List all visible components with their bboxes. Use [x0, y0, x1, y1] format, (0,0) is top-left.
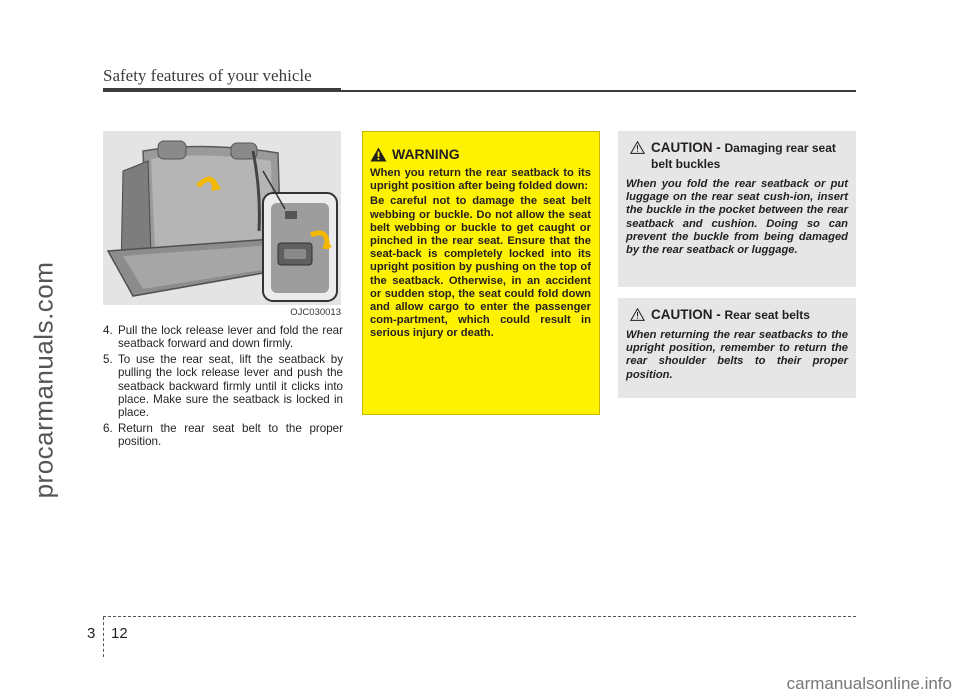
- section-header-title: Safety features of your vehicle: [103, 66, 312, 85]
- caution-label: CAUTION -: [651, 140, 721, 155]
- caution-box-buckles: [618, 131, 856, 287]
- warning-box: [362, 131, 600, 415]
- caution-header: [626, 298, 848, 323]
- step-item: [103, 422, 343, 449]
- caution-label: CAUTION -: [651, 307, 721, 322]
- warning-body: Be careful not to damage the seat belt webbing or buckle. Do not allow the seat belt webbing or buckle to get caught or pinched in the rear seat. Ensure that the seat-back is completely locked into its upright position by pushing on the top of the seatback. Otherwise, in an accident or sudden stop, the seat could fold down and allow cargo to enter the passenger com-partment, which could result in serious injury or death.: [370, 195, 591, 340]
- warning-header: [370, 146, 591, 162]
- step-text: To use the rear seat, lift the seatback by pulling the lock release lever and push the seatback backward firmly until it clicks into place. Make sure the seatback is locked in place.: [118, 352, 343, 420]
- caution-box-rear-belts: [618, 298, 856, 398]
- header-rule-thick: [103, 88, 341, 92]
- caution-title: [651, 307, 810, 323]
- caution-triangle-icon: [630, 308, 645, 321]
- step-text: Pull the lock release lever and fold the rear seatback forward and down firmly.: [118, 324, 343, 351]
- page-chapter-number: 3: [87, 625, 96, 642]
- caution-title: [651, 140, 848, 172]
- instruction-steps: [103, 324, 343, 451]
- rear-seat-illustration: [103, 131, 341, 305]
- page-number: 12: [111, 625, 128, 642]
- watermark-carmanualsonline: carmanualsonline.info: [786, 674, 952, 693]
- step-text: Return the rear seat belt to the proper position.: [118, 421, 343, 449]
- figure-code: OJC030013: [290, 307, 341, 318]
- warning-lead: When you return the rear seatback to its upright position after being folded down:: [370, 167, 591, 193]
- step-number: 4.: [103, 324, 113, 337]
- step-item: [103, 324, 343, 351]
- caution-subtitle: Damaging rear seat belt buckles: [651, 141, 836, 171]
- caution-triangle-icon: [630, 141, 645, 154]
- caution-text: When returning the rear seatbacks to the upright position, remember to return the rear shoulder belts to their proper position.: [626, 329, 848, 381]
- warning-triangle-icon: [370, 147, 387, 162]
- watermark-procarmanuals: procarmanuals.com: [28, 261, 59, 499]
- caution-text: When you fold the rear seatback or put luggage on the rear seat cush-ion, insert the buckle in the pocket between the rear seatback and cushion. Doing so can prevent the buckle from being damaged by the rear seatback or luggage.: [626, 178, 848, 257]
- step-number: 6.: [103, 421, 113, 435]
- caution-header: [626, 131, 848, 172]
- step-item: [103, 353, 343, 420]
- caution-subtitle: Rear seat belts: [724, 308, 810, 322]
- header-rule-thin: [341, 90, 856, 92]
- warning-text: [370, 167, 591, 341]
- warning-title: WARNING: [392, 146, 460, 162]
- footer-divider: [103, 617, 104, 657]
- footer-rule: [103, 616, 856, 617]
- step-number: 5.: [103, 352, 113, 366]
